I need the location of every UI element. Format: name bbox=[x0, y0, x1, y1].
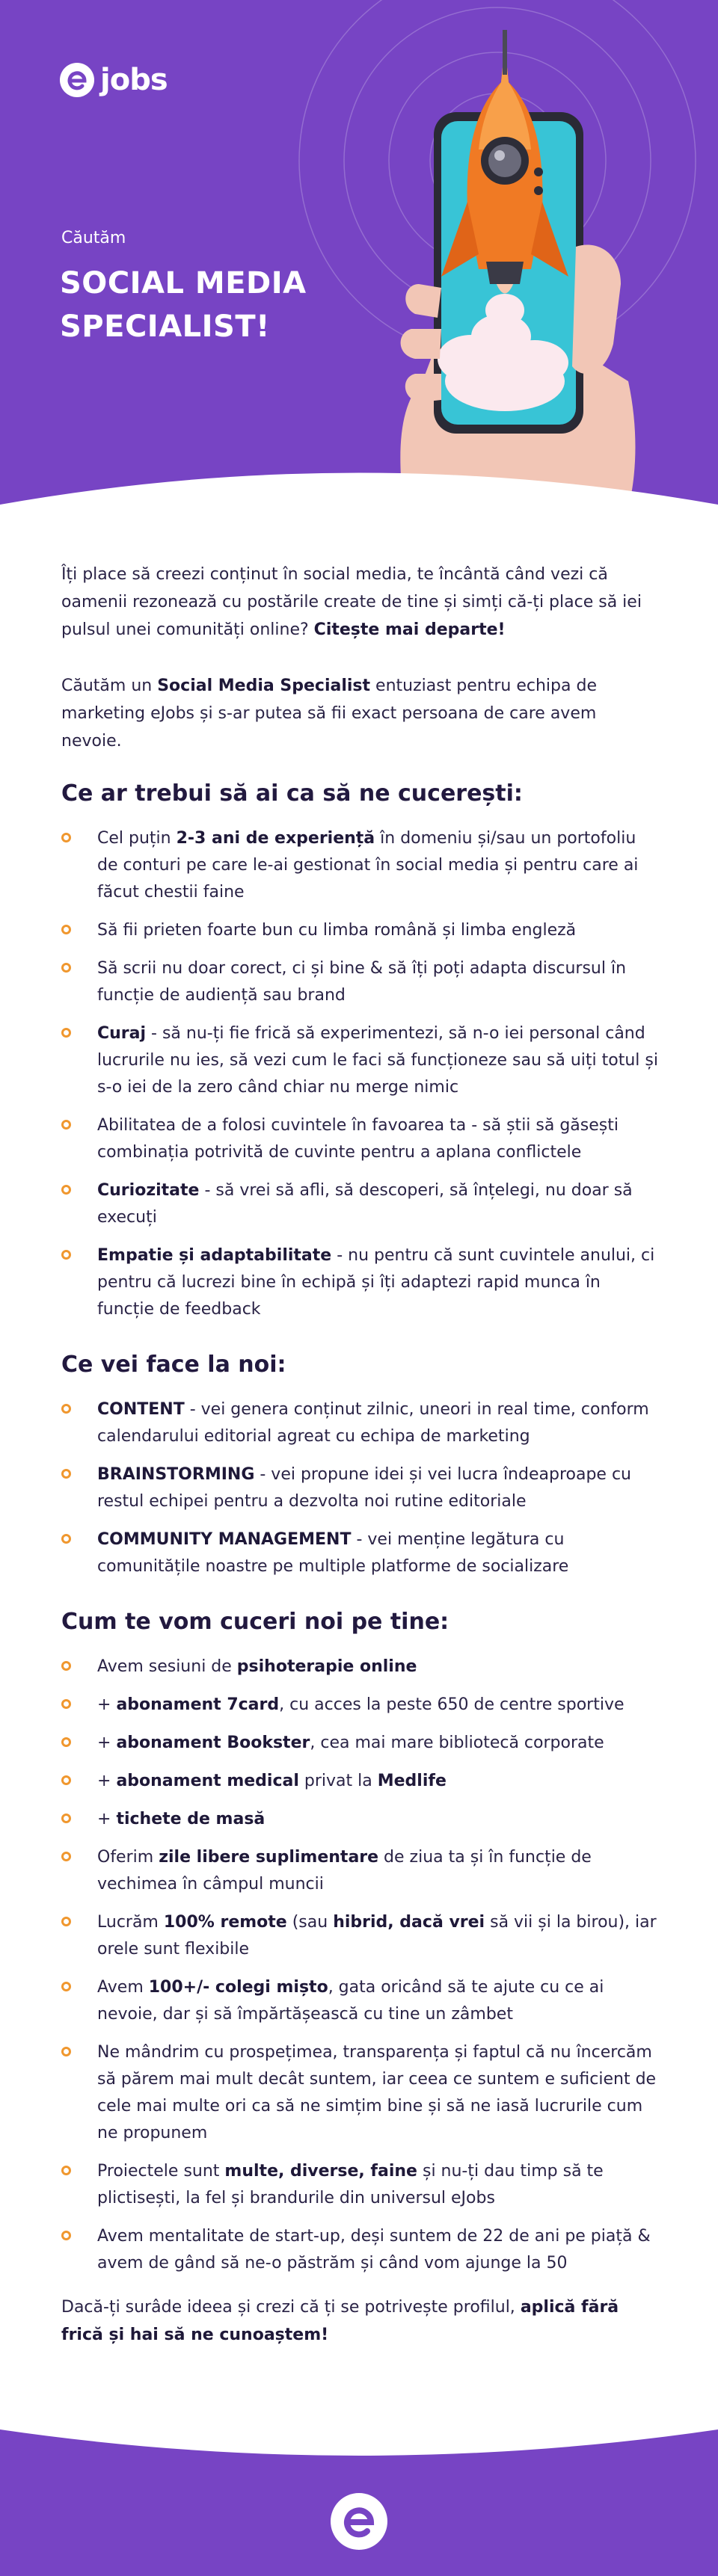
list-item: Avem sesiuni de psihoterapie online bbox=[61, 1654, 660, 1680]
bullet-icon bbox=[61, 1737, 71, 1747]
bullet-icon bbox=[61, 1250, 71, 1260]
list-item: Oferim zile libere suplimentare de ziua ta și în funcție de vechimea în câmpul muncii bbox=[61, 1844, 660, 1898]
list-item: Să scrii nu doar corect, ci și bine & să îți poți adapta discursul în funcție de audiență sau brand bbox=[61, 955, 660, 1009]
intro-read-more: Citește mai departe! bbox=[313, 620, 506, 639]
list-item: + tichete de masă bbox=[61, 1806, 660, 1833]
intro-paragraph-2 bbox=[61, 672, 660, 755]
list-item: Proiectele sunt multe, diverse, faine și nu-ți dau timp să te plictisești, la fel și brandurile din universul eJobs bbox=[61, 2158, 660, 2212]
footer-logo-icon[interactable] bbox=[331, 2493, 387, 2550]
ejobs-logo[interactable] bbox=[60, 63, 168, 97]
list-item: Lucrăm 100% remote (sau hibrid, dacă vrei să vii și la birou), iar orele sunt flexibile bbox=[61, 1909, 660, 1963]
bullet-icon bbox=[61, 1775, 71, 1785]
list-item: Curiozitate - să vrei să afli, să descoperi, să înțelegi, nu doar să execuți bbox=[61, 1177, 660, 1231]
list-item: CONTENT - vei genera conținut zilnic, uneori in real time, conform calendarului editorial agreat cu echipa de marketing bbox=[61, 1396, 660, 1450]
phone-rocket-illustration bbox=[381, 30, 643, 508]
intro-text: Îți place să creezi conținut în social media, te încântă când vezi că oamenii rezonează cu postările create de tine și simți că-ți place să iei pulsul unei comunități online? bbox=[61, 565, 642, 639]
apply-call-to-action: aplică fără frică și hai să ne cunoaștem! bbox=[61, 2298, 619, 2344]
bullet-icon bbox=[61, 1661, 71, 1671]
hero-banner bbox=[0, 0, 718, 523]
list-item: Empatie și adaptabilitate - nu pentru că sunt cuvintele anului, ci pentru că lucrezi bine în echipă și îți adaptezi rapid munca în funcție de feedback bbox=[61, 1242, 660, 1323]
ejobs-logo-icon bbox=[60, 63, 94, 97]
intro-text: entuziast pentru echipa de marketing eJobs și s-ar putea să fii exact persoana de care avem nevoie. bbox=[61, 677, 597, 751]
bullet-icon bbox=[61, 1469, 71, 1479]
benefits-list bbox=[61, 1654, 660, 2277]
hero-eyebrow: Căutăm bbox=[61, 229, 126, 247]
bullet-icon bbox=[61, 2231, 71, 2240]
intro-role: Social Media Specialist bbox=[157, 677, 371, 695]
bullet-icon bbox=[61, 2166, 71, 2175]
bullet-icon bbox=[61, 925, 71, 934]
bullet-icon bbox=[61, 1404, 71, 1414]
footer-banner bbox=[0, 2429, 718, 2576]
bullet-icon bbox=[61, 963, 71, 973]
hero-title bbox=[60, 262, 404, 348]
hero-title-line1: SOCIAL MEDIA bbox=[60, 266, 307, 301]
section-heading-responsibilities: Ce vei face la noi: bbox=[61, 1352, 286, 1378]
closing-paragraph bbox=[61, 2293, 660, 2349]
list-item: Cel puțin 2-3 ani de experiență în domeniu și/sau un portofoliu de conturi pe care le-ai gestionat în social media și pentru care ai făcut chestii faine bbox=[61, 825, 660, 906]
list-item: Ne mândrim cu prospețimea, transparența și faptul că nu încercăm să părem mai mult decât suntem, iar ceea ce suntem e suficient de cele mai multe ori ca să ne simțim bine și să ne iasă lucrurile cum ne propunem bbox=[61, 2039, 660, 2147]
list-item: + abonament 7card, cu acces la peste 650 de centre sportive bbox=[61, 1692, 660, 1719]
bullet-icon bbox=[61, 1185, 71, 1195]
list-item: BRAINSTORMING - vei propune idei și vei lucra îndeaproape cu restul echipei pentru a dezvolta noi rutine editoriale bbox=[61, 1461, 660, 1515]
responsibilities-list bbox=[61, 1396, 660, 1580]
intro-text: Căutăm un bbox=[61, 677, 158, 695]
bullet-icon bbox=[61, 1534, 71, 1544]
list-item: Avem 100+/- colegi mișto, gata oricând să te ajute cu ce ai nevoie, dar și să împărtășească cu tine un zâmbet bbox=[61, 1974, 660, 2028]
closing-text: Dacă-ți surâde ideea și crezi că ți se potrivește profilul, bbox=[61, 2298, 521, 2317]
bullet-icon bbox=[61, 1120, 71, 1130]
hero-bottom-curve bbox=[0, 471, 718, 523]
logo-text: jobs bbox=[100, 63, 168, 97]
list-item: + abonament Bookster, cea mai mare bibliotecă corporate bbox=[61, 1730, 660, 1757]
bullet-icon bbox=[61, 2047, 71, 2056]
intro-paragraph-1 bbox=[61, 561, 660, 644]
bullet-icon bbox=[61, 833, 71, 842]
list-item: + abonament medical privat la Medlife bbox=[61, 1768, 660, 1795]
section-heading-requirements: Ce ar trebui să ai ca să ne cucerești: bbox=[61, 780, 523, 807]
list-item: Avem mentalitate de start-up, deși suntem de 22 de ani pe piață & avem de gând să ne-o păstrăm și când vom ajunge la 50 bbox=[61, 2223, 660, 2277]
list-item: Abilitatea de a folosi cuvintele în favoarea ta - să știi să găsești combinația potrivită de cuvinte pentru a aplana conflictele bbox=[61, 1112, 660, 1166]
bullet-icon bbox=[61, 1699, 71, 1709]
list-item: Curaj - să nu-ți fie frică să experimentezi, să n-o iei personal când lucrurile nu ies, să vezi cum le faci să funcționeze sau să uiți totul și s-o iei de la zero când chiar nu merge nimic bbox=[61, 1020, 660, 1101]
section-heading-benefits: Cum te vom cuceri noi pe tine: bbox=[61, 1609, 449, 1635]
bullet-icon bbox=[61, 1852, 71, 1861]
job-description bbox=[61, 561, 660, 2349]
bullet-icon bbox=[61, 1982, 71, 1991]
list-item: COMMUNITY MANAGEMENT - vei menține legătura cu comunitățile noastre pe multiple platforme de socializare bbox=[61, 1526, 660, 1580]
bullet-icon bbox=[61, 1917, 71, 1926]
hero-title-line2: SPECIALIST! bbox=[60, 309, 270, 344]
bullet-icon bbox=[61, 1028, 71, 1038]
list-item: Să fii prieten foarte bun cu limba română și limba engleză bbox=[61, 917, 660, 944]
bullet-icon bbox=[61, 1814, 71, 1823]
requirements-list bbox=[61, 825, 660, 1323]
